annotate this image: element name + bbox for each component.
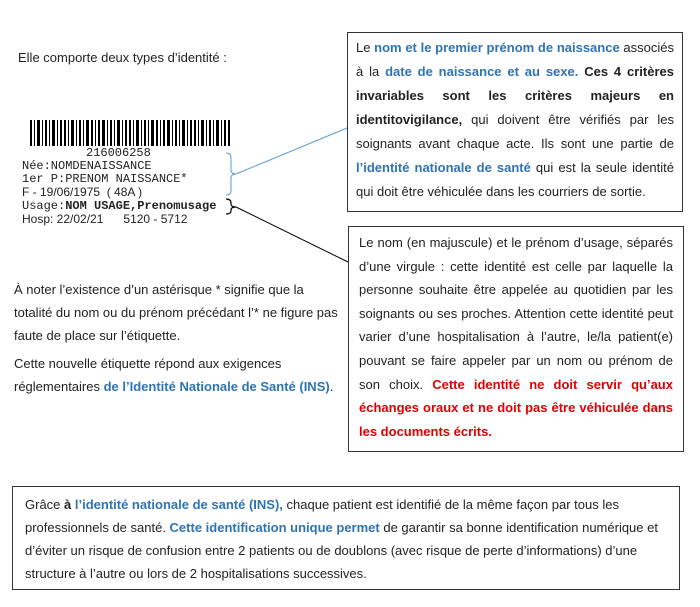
box1-text: qui doivent être vérifiés par les soignants avant chaque acte. Ils sont une partie de — [356, 112, 674, 151]
intro-text: Elle comporte deux types d’identité : — [18, 50, 227, 65]
box2-warning: Cette identité ne doit servir qu’aux échanges oraux et ne doit pas être véhiculée dans les documents écrits. — [359, 376, 673, 439]
asterisk-note: À noter l’existence d’un astérisque * signifie que la totalité du nom ou du prénom précédant l’* ne figure pas faute de place sur l’étiquette. — [14, 282, 338, 343]
label-birth-firstname: 1er P:PRENOM NAISSANCE* — [22, 172, 188, 186]
note2-ins: de l’Identité Nationale de Santé (INS) — [103, 379, 330, 394]
box1-text: associés à la — [356, 40, 674, 79]
box1-highlight-date: date de naissance et au sexe. — [385, 64, 579, 79]
label-hosp: Hosp: 22/02/21 5120 - 5712 — [22, 212, 188, 226]
box3-bold: à — [64, 497, 72, 512]
note2-text: . — [329, 379, 334, 394]
box3-text: de garantir sa bonne identification numérique et d’éviter un risque de confusion entre 2 patients ou de doublons (avec risque de perte d’informations) d’une structure à l’autre ou lors de 2 hospitalisations successives. — [25, 520, 658, 581]
regulation-note — [14, 352, 344, 398]
usage-identity-box — [348, 226, 684, 452]
box3-highlight-ins: l’identité nationale de santé (INS), — [74, 497, 283, 512]
label-birthdate: F - 19/06/1975 ( 48A ) — [22, 185, 143, 199]
note2-text: Cette nouvelle étiquette répond aux exigences réglementaires — [14, 356, 282, 394]
box2-text: Le nom (en majuscule) et le prénom d’usage, séparés d’une virgule : cette identité est celle par laquelle la personne souhaite être appelée au quotidien par les soignants ou ses proches. Attention cette identité peut varier d’une hospitalisation à l’autre, le/la patient(e) pouvant se faire appeler par un nom ou prénom de son choix. — [359, 235, 673, 392]
box3-text: chaque patient est identifié de la même façon par tous les professionnels de santé. — [25, 497, 619, 535]
box3-text: Grâce — [25, 497, 65, 512]
box1-highlight-name: nom et le premier prénom de naissance — [374, 40, 620, 55]
ins-summary-box — [12, 486, 680, 590]
box1-text: Le — [356, 40, 375, 55]
label-usage-prefix: Usage: — [22, 199, 66, 213]
birth-identity-box — [347, 32, 683, 212]
box3-highlight-unique: Cette identification unique permet — [169, 520, 380, 535]
box1-text: qui est la seule identité qui doit être véhiculée dans les courriers de sortie. — [356, 160, 674, 199]
box1-bold-criteria: Ces 4 critères invariables sont les critères majeurs en identitovigilance, — [356, 64, 674, 127]
label-birth-name: Née:NOMDENAISSANCE — [22, 159, 152, 173]
box1-highlight-ins: l’identité nationale de santé — [356, 160, 531, 175]
label-usage-name: NOM USAGE,Prenomusage — [65, 199, 217, 213]
label-number: 216006258 — [86, 146, 151, 160]
